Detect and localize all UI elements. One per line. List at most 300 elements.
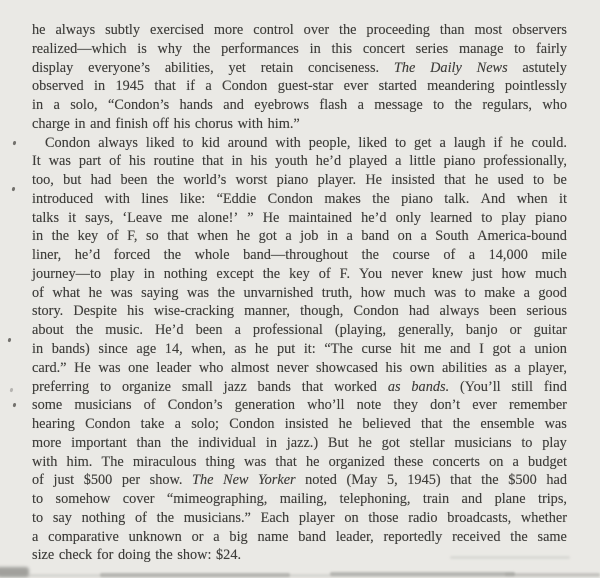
word: talk. [444,190,470,207]
word: the [510,528,528,545]
word: liked [145,134,175,151]
word: ensemble [480,416,535,433]
word: The [101,453,124,470]
word: liner, [32,247,62,264]
word: 14, [164,341,183,358]
word: note [356,397,382,414]
word: more [32,434,62,451]
word: F, [127,228,138,245]
word: they [393,397,419,414]
text-line [32,227,567,246]
word: subtly [105,22,141,38]
word: world’s [183,172,227,189]
word: worst [235,172,268,189]
word: since [98,341,128,358]
word: the [163,247,182,264]
word: professionally, [483,153,567,170]
word: big [229,528,248,545]
word: his [173,115,191,132]
word: to [32,491,44,508]
word: was [48,153,71,170]
word: of [109,153,121,170]
word: got [258,228,277,245]
word: whether [520,509,567,526]
word: how [501,265,527,282]
text-line [32,265,567,284]
word: forced [113,247,151,264]
word: youth [275,153,308,170]
word: don’t [430,397,461,414]
word: could. [531,134,567,151]
word: generation [234,397,296,414]
word: display [32,59,74,76]
word: bands) [51,341,90,358]
word: used [497,172,524,189]
text-line [32,40,567,59]
word: age [136,341,157,358]
word: “Eddie [216,190,257,207]
word: more [213,22,244,38]
word: “Condon’s [107,97,170,114]
word: charge [32,115,70,132]
word: almost [231,359,270,376]
word: was [433,284,457,301]
word: wise-cracking [153,303,235,320]
word: of [443,247,456,264]
word: of [32,472,44,489]
word: insisted [284,416,329,433]
word: was [98,359,121,376]
italic-word: Yorker [258,472,296,489]
word: eyebrows [254,97,310,114]
word: He [262,209,280,226]
word: own [409,359,435,376]
word: had [408,303,430,320]
word: that [167,228,189,245]
text-line [32,509,567,528]
word: and [449,341,471,358]
word: it: [303,341,316,358]
word: believed [362,416,411,433]
word: little [409,153,436,170]
word: been [489,303,517,320]
word: solo; [191,416,220,433]
word: showcased [316,359,378,376]
word: in [32,97,44,114]
word: trips, [537,491,567,508]
word: It [32,153,41,170]
text-line [32,415,567,434]
word: guest-star [277,78,334,95]
word: hands [179,97,213,114]
word: professional [252,322,323,339]
word: a [213,528,220,545]
word: abilities [441,359,488,376]
text-line [32,209,567,228]
word: a [514,359,521,376]
word: the [51,228,70,245]
italic-word: The [393,59,416,76]
text-line [32,359,567,378]
word: solo, [70,97,98,114]
word: a [346,228,353,245]
word: music. [105,322,143,339]
word: just [471,265,493,282]
text-block [32,21,567,565]
word: story. [32,303,64,320]
word: nothing [81,509,126,526]
word: ever [472,397,497,414]
word: he [358,434,372,451]
word: routine [153,153,195,170]
word: journey—to [32,265,102,282]
word: with [104,190,130,207]
word: comparative [48,528,119,545]
word: his [385,359,403,376]
word: he [305,453,320,470]
word: meandering [427,78,495,95]
word: or [191,528,204,545]
word: if [186,78,195,95]
word: everyone’s [88,59,151,76]
text-line [32,59,567,78]
word: to [100,378,112,395]
word: fairly [536,40,567,57]
word: (You’ll [460,378,501,395]
word: a [519,341,526,358]
word: stellar [409,434,445,451]
word: nothing [163,265,208,282]
word: a [523,284,530,301]
word: key [289,265,310,282]
word: the [156,172,175,189]
word: budget [528,453,567,470]
word: Condon [229,416,275,433]
word: when [197,228,229,245]
text-line [32,453,567,472]
word: still [511,378,533,395]
scan-speck [13,141,16,145]
word: the [481,472,499,489]
word: union [534,341,567,358]
word: learned [430,209,473,226]
word: chorus [194,115,233,132]
text-line [32,134,567,153]
word: 14,000 [488,247,528,264]
word: the [262,265,281,282]
word: remember [508,397,567,414]
word: to [521,434,533,451]
word: retain [260,59,294,76]
word: truth, [321,284,353,301]
word: miraculous [132,453,197,470]
word: show. [149,472,183,489]
word: message [374,97,423,114]
word: (May [346,472,378,489]
word: much [393,284,426,301]
word: that [450,472,472,489]
word: worked [334,378,377,395]
word: unvarnished [243,284,314,301]
word: on [397,228,412,245]
word: saying [141,284,179,301]
word: F. [339,265,351,282]
text-line [32,77,567,96]
word: in [231,153,243,170]
word: a [439,134,446,151]
word: him.” [267,115,300,132]
text-line [32,171,567,190]
text-line [32,378,567,397]
word: leader [156,359,192,376]
word: his [250,153,268,170]
word: with [32,453,58,470]
text-line [32,152,567,171]
word: when [516,190,548,207]
word: of [134,509,147,526]
word: train [422,491,450,508]
word: kid [201,134,220,151]
word: received [452,528,501,545]
word: ever [343,78,369,95]
word: with [237,115,264,132]
word: that [275,453,297,470]
word: the [156,509,175,526]
word: of [318,265,331,282]
word: got [381,434,400,451]
word: in [265,434,278,451]
word: America-bound [477,228,567,245]
word: He [365,172,382,189]
word: piano [401,190,433,207]
word: was [244,453,267,470]
word: me [423,341,442,358]
word: a [420,228,427,245]
word: the [192,40,211,57]
word: manner, [244,303,290,320]
word: whole [194,247,230,264]
word: say [52,509,72,526]
word: always [55,22,96,38]
word: when, [191,341,226,358]
word: and [90,115,111,132]
word: jazz.) [286,434,319,451]
word: individual [198,434,257,451]
word: I [479,341,484,358]
word: why [157,40,183,57]
italic-word: Daily [430,59,462,76]
word: player, [528,359,567,376]
word: that [202,153,224,170]
word: in [309,40,321,57]
word: of [106,228,119,245]
word: liked [358,134,388,151]
word: generally, [398,322,454,339]
word: curse [361,341,392,358]
word: check [58,547,93,564]
word: and [461,491,483,508]
word: always [439,303,480,320]
word: be [553,172,567,189]
word: astutely [522,59,567,76]
word: a [395,153,402,170]
word: per [121,472,141,489]
word: except [216,265,254,282]
word: player [298,509,335,526]
word: a [205,78,212,95]
word: to [182,134,194,151]
word: mile [541,247,567,264]
word: show: [177,547,212,564]
text-line [32,246,567,265]
word: name [257,528,289,545]
word: 1945) [407,472,441,489]
word: some [32,397,63,414]
word: in [32,341,44,358]
word: pointlessly [504,78,567,95]
word: who [198,359,224,376]
word: that [301,378,324,395]
word: the [155,547,173,564]
word: 5, [386,472,398,489]
word: maintained [288,209,352,226]
word: a [468,247,476,264]
text-line [32,528,567,547]
word: talks [32,209,60,226]
word: been [195,322,223,339]
word: lines [141,190,169,207]
word: people, [308,134,351,151]
word: unknown [128,528,182,545]
word: performances [221,40,299,57]
word: always [98,134,138,151]
word: to [433,97,445,114]
text-line [32,471,567,490]
word: had [90,172,112,189]
word: on [489,453,504,470]
italic-word: as [387,378,401,395]
word: concerts [432,453,480,470]
word: find [543,378,567,395]
word: band [361,228,390,245]
italic-word: New [223,472,249,489]
word: on [344,509,359,526]
word: one [128,359,149,376]
word: he [32,22,46,38]
word: reportedly [383,528,443,545]
word: preferring [32,378,90,395]
word: 1945 [115,78,145,95]
word: a [285,228,292,245]
word: that [154,78,176,95]
word: a [174,416,181,433]
scan-speck [13,403,16,407]
word: it [559,190,567,207]
word: broadcasts, [447,509,512,526]
word: observed [32,78,84,95]
word: piano [276,172,309,189]
word: He [74,359,91,376]
word: important [71,434,127,451]
scan-speck [10,388,13,392]
word: player. [317,172,357,189]
word: of [32,284,44,301]
word: a [53,97,60,114]
word: than [136,434,162,451]
word: if [493,134,503,151]
word: insisted [391,172,435,189]
word: so [145,228,159,245]
word: card.” [32,359,67,376]
word: observers [512,22,567,38]
word: in [74,115,86,132]
word: the [339,22,357,38]
word: had [546,472,567,489]
word: or [509,322,522,339]
scan-smudge [0,574,600,577]
word: piano [535,209,567,226]
word: mailing, [279,491,328,508]
scan-speck [12,187,15,191]
word: laugh [453,134,486,151]
word: jazz [223,378,247,395]
word: that [444,172,466,189]
word: a [512,453,519,470]
word: somehow [55,491,111,508]
scan-speck [8,338,11,342]
text-line [32,396,567,415]
word: play [542,434,567,451]
word: get [414,134,432,151]
word: he [254,341,269,358]
word: off [152,115,169,132]
word: And [480,190,506,207]
word: he [474,172,489,189]
word: over [303,22,330,38]
word: too, [32,172,54,189]
word: his [127,303,144,320]
word: he’d [361,209,387,226]
word: yet [228,59,246,76]
word: knew [431,265,463,282]
word: cover [122,491,155,508]
word: small [181,378,213,395]
word: he’d [315,153,342,170]
word: alone!’ [197,209,239,226]
word: him. [66,453,93,470]
word: that [421,416,443,433]
word: bands [257,378,291,395]
word: Condon [353,303,399,320]
text-line [32,434,567,453]
word: around [227,134,268,151]
word: play [501,209,527,226]
word: proceeding [366,22,430,38]
text-line [32,284,567,303]
word: play [110,265,135,282]
word: plane [494,491,526,508]
word: series [415,40,449,57]
word: part [78,153,102,170]
word: for [96,547,114,564]
word: Condon [45,134,91,151]
word: manage [458,40,504,57]
word: organized [328,453,385,470]
word: band [298,528,327,545]
word: take [140,416,165,433]
word: than [439,22,465,38]
text-line [32,96,567,115]
